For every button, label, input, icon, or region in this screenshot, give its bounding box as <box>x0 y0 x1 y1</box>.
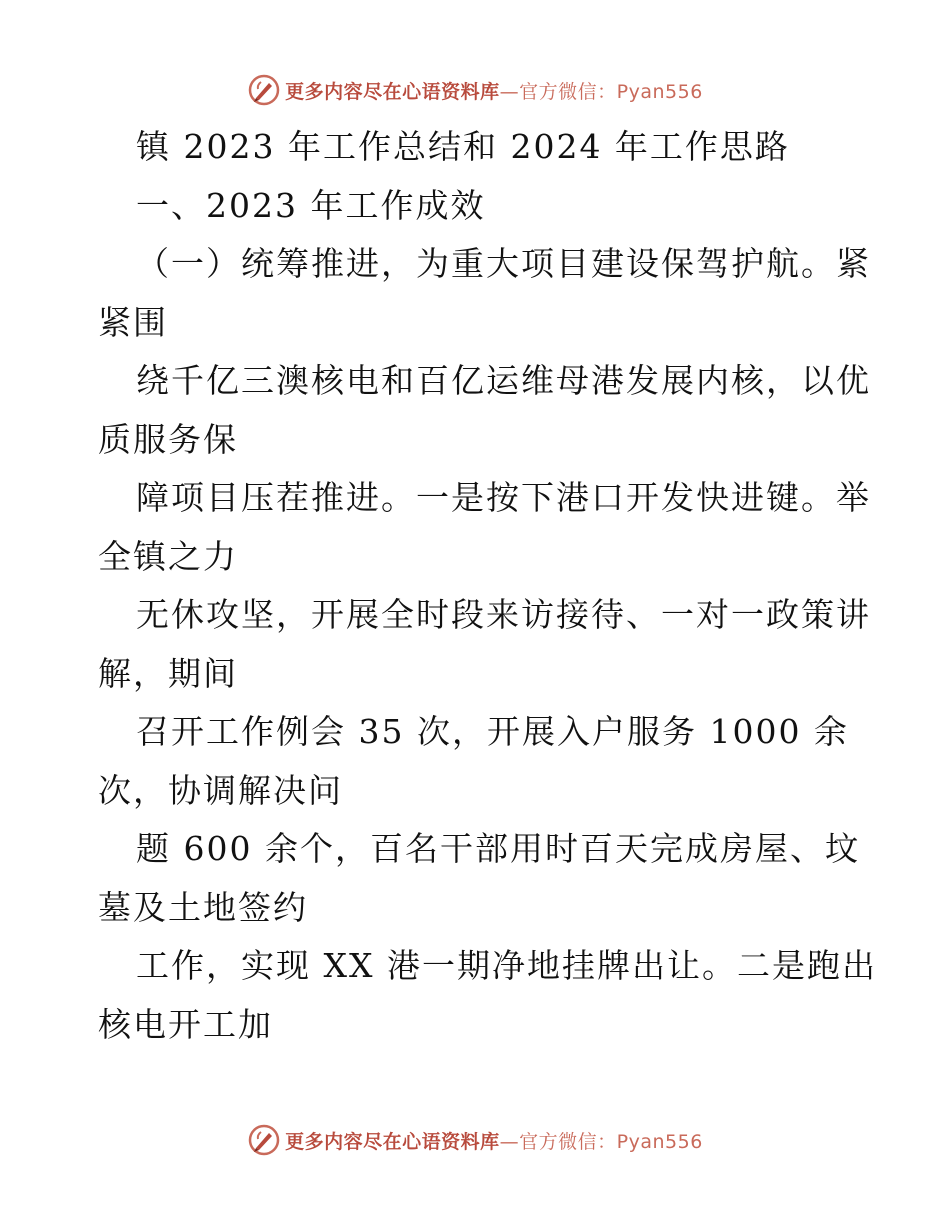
banner-sub-text: 官方微信：Pyan556 <box>519 80 703 103</box>
paragraph-line: 次，协调解决问 <box>98 770 343 810</box>
section-heading: 一、2023 年工作成效 <box>136 185 486 225</box>
paragraph-line: 紧围 <box>98 302 168 342</box>
pen-logo-icon <box>247 1123 281 1157</box>
paragraph-line: 障项目压茬推进。一是按下港口开发快进键。举 <box>136 478 871 517</box>
paragraph-line: 题 600 余个，百名干部用时百天完成房屋、坟 <box>136 829 860 868</box>
footer-watermark-banner <box>0 1120 950 1160</box>
paragraph-line: 墓及土地签约 <box>98 887 308 927</box>
header-watermark-banner <box>0 70 950 110</box>
banner-separator: — <box>499 80 520 103</box>
pen-logo-icon <box>247 73 281 107</box>
paragraph-line: 核电开工加 <box>98 1004 273 1044</box>
paragraph-line: （一）统筹推进，为重大项目建设保驾护航。紧 <box>136 244 871 283</box>
paragraph-line: 全镇之力 <box>98 536 238 576</box>
paragraph-line: 召开工作例会 35 次，开展入户服务 1000 余 <box>136 712 849 751</box>
paragraph-line: 质服务保 <box>98 419 238 459</box>
paragraph-line: 绕千亿三澳核电和百亿运维母港发展内核，以优 <box>136 361 871 400</box>
paragraph-line: 无休攻坚，开展全时段来访接待、一对一政策讲 <box>136 595 871 634</box>
document-title: 镇 2023 年工作总结和 2024 年工作思路 <box>136 127 790 166</box>
banner-sub-text: 官方微信：Pyan556 <box>519 1130 703 1153</box>
banner-main-text: 更多内容尽在心语资料库 <box>285 1130 500 1153</box>
banner-main-text: 更多内容尽在心语资料库 <box>285 80 500 103</box>
document-body <box>98 118 877 1054</box>
paragraph-line: 解，期间 <box>98 653 238 693</box>
paragraph-line: 工作，实现 XX 港一期净地挂牌出让。二是跑出 <box>136 946 877 985</box>
banner-separator: — <box>499 1130 520 1153</box>
